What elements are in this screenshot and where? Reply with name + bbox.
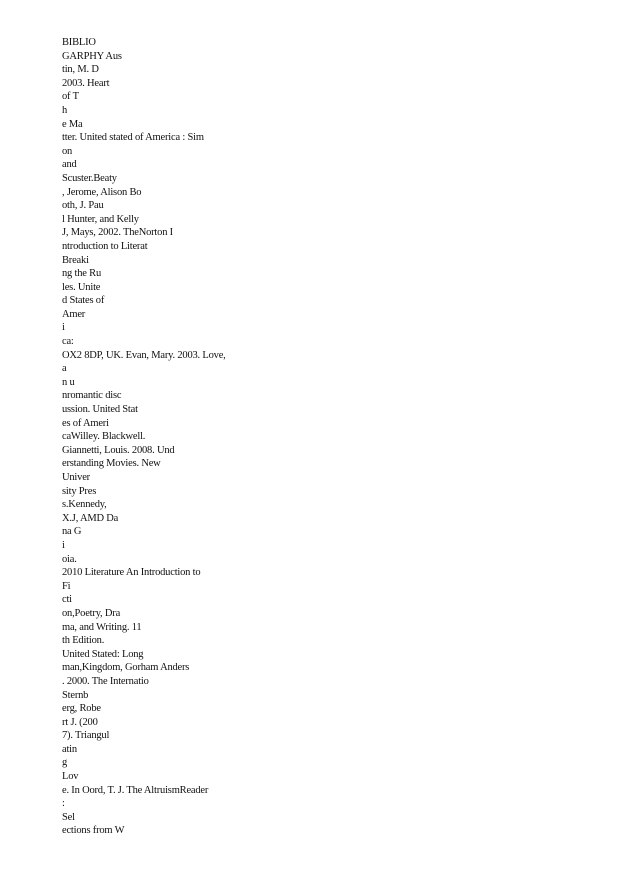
text-line: J, Mays, 2002. TheNorton I <box>62 227 173 239</box>
text-line: l Hunter, and Kelly <box>62 213 139 225</box>
text-line: i <box>62 322 65 334</box>
text-line: man,Kingdom, Gorham Anders <box>62 662 190 674</box>
text-line: ca: <box>62 336 74 348</box>
text-line: n u <box>62 376 75 388</box>
text-line: 7). Triangul <box>62 730 110 742</box>
text-line: rt J. (200 <box>62 716 98 728</box>
text-line: oia. <box>62 553 77 565</box>
text-line: Sternb <box>62 689 89 701</box>
text-line: erg, Robe <box>62 703 101 715</box>
text-line: GARPHY Aus <box>62 50 122 62</box>
text-line: of T <box>62 91 79 103</box>
text-line: ma, and Writing. 11 <box>62 621 142 633</box>
text-line: na G <box>62 526 82 538</box>
text-line: cti <box>62 594 72 606</box>
text-line: on <box>62 145 73 157</box>
text-line: ng the Ru <box>62 268 102 280</box>
text-line: Amer <box>62 308 86 320</box>
text-line: tin, M. D <box>62 64 99 76</box>
text-line: OX2 8DP, UK. Evan, Mary. 2003. Love, <box>62 349 226 361</box>
text-line: , Jerome, Alison Bo <box>62 186 142 198</box>
text-line: les. Unite <box>62 281 101 293</box>
text-line: ections from W <box>62 825 125 837</box>
text-line: BIBLIO <box>62 37 96 48</box>
text-line: Breaki <box>62 254 89 266</box>
text-line: erstanding Movies. New <box>62 458 161 470</box>
text-line: 2003. Heart <box>62 77 110 89</box>
text-line: d States of <box>62 295 105 307</box>
text-line: oth, J. Pau <box>62 200 104 212</box>
text-line: ussion. United Stat <box>62 404 138 416</box>
text-line: and <box>62 159 77 171</box>
text-line: sity Pres <box>62 485 97 497</box>
text-line: g <box>62 757 68 769</box>
text-line: Lov <box>62 771 79 783</box>
text-line: . 2000. The Internatio <box>62 675 149 687</box>
text-line: United Stated: Long <box>62 648 144 660</box>
text-line: Univer <box>62 472 90 483</box>
bibliography-text <box>62 36 562 838</box>
text-line: caWilley. Blackwell. <box>62 431 146 443</box>
text-line: nromantic disc <box>62 390 122 402</box>
text-line: Scuster.Beaty <box>62 172 117 184</box>
text-line: 2010 Literature An Introduction to <box>62 567 201 579</box>
text-line: atin <box>62 743 77 755</box>
text-line: h <box>62 104 68 116</box>
text-line: ntroduction to Literat <box>62 240 148 252</box>
text-line: Sel <box>62 811 75 823</box>
text-line: th Edition. <box>62 635 105 647</box>
text-line: tter. United stated of America : Sim <box>62 132 204 144</box>
text-line: on,Poetry, Dra <box>62 607 121 619</box>
text-line: es of Ameri <box>62 417 109 429</box>
text-line: e. In Oord, T. J. The AltruismReader <box>62 784 209 796</box>
text-line: : <box>62 798 65 810</box>
text-line: a <box>62 363 67 375</box>
text-line: X.J, AMD Da <box>62 512 119 524</box>
text-line: e Ma <box>62 118 83 130</box>
text-line: s.Kennedy, <box>62 499 107 511</box>
text-line: Fi <box>62 580 71 592</box>
text-line: Giannetti, Louis. 2008. Und <box>62 444 175 456</box>
text-line: i <box>62 539 65 551</box>
